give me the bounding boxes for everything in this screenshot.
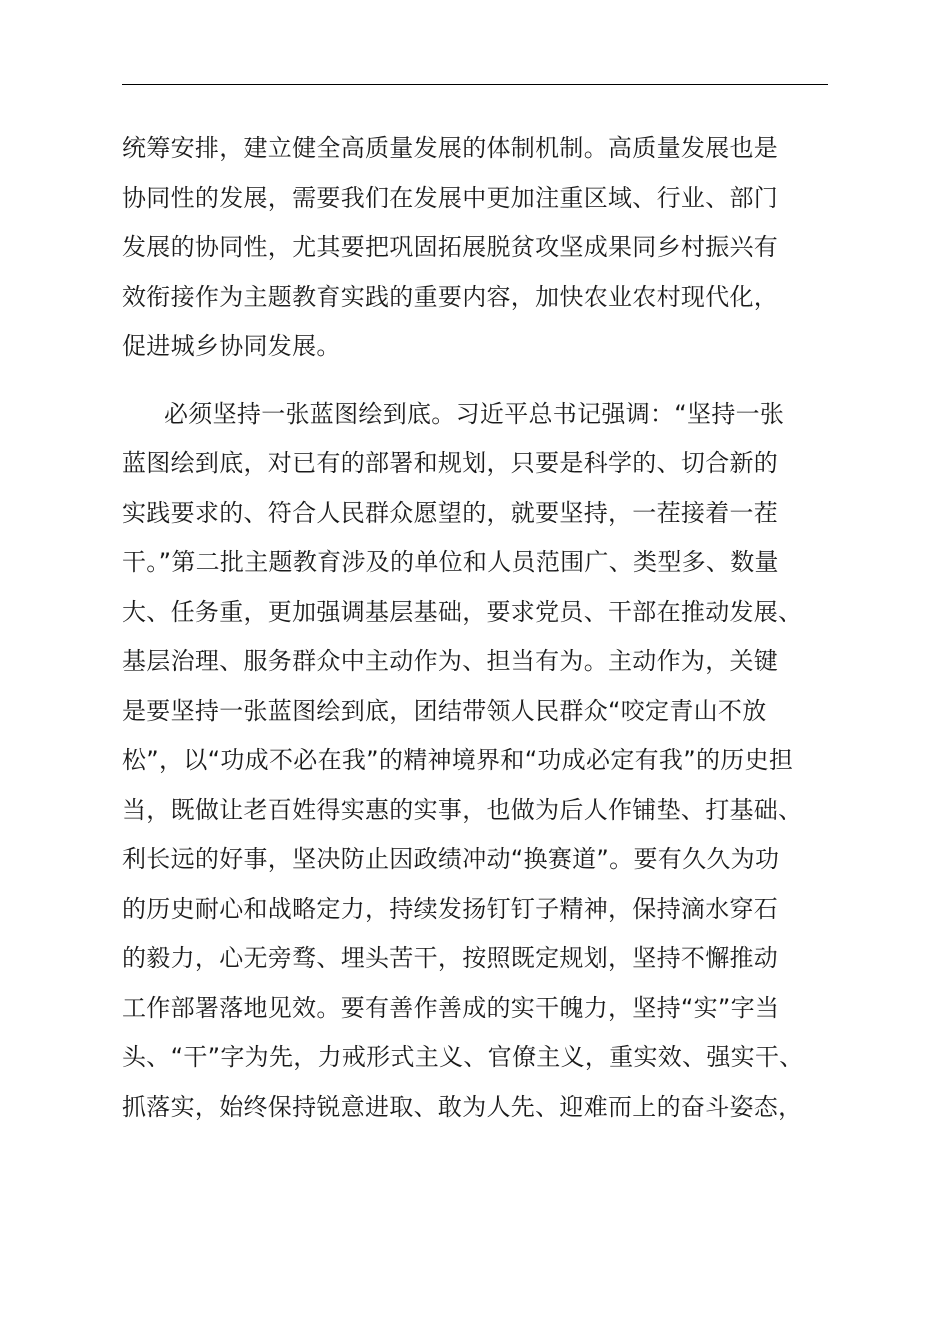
text-line: 蓝图绘到底，对已有的部署和规划，只要是科学的、切合新的 (122, 449, 779, 477)
paragraph-spacer (122, 372, 834, 390)
text-line: 利长远的好事，坚决防止因政绩冲动“换赛道”。要有久久为功 (122, 845, 780, 873)
text-line: 抓落实，始终保持锐意进取、敢为人先、迎难而上的奋斗姿态， (122, 1092, 803, 1121)
paragraph (122, 124, 834, 372)
text-line: 的历史耐心和战略定力，持续发扬钉钉子精神，保持滴水穿石 (122, 894, 779, 923)
text-line: 促进城乡协同发展。 (122, 332, 341, 360)
text-line: 统筹安排，建立健全高质量发展的体制机制。高质量发展也是 (122, 134, 779, 162)
text-line: 工作部署落地见效。要有善作善成的实干魄力，坚持“实”字当 (122, 993, 780, 1022)
text-line: 实践要求的、符合人民群众愿望的，就要坚持，一茬接着一茬 (122, 498, 779, 527)
document-body (122, 124, 834, 1132)
text-line: 效衔接作为主题教育实践的重要内容，加快农业农村现代化， (122, 282, 779, 311)
text-line: 必须坚持一张蓝图绘到底。习近平总书记强调：“坚持一张 (164, 399, 785, 428)
text-line: 基层治理、服务群众中主动作为、担当有为。主动作为，关键 (122, 647, 779, 675)
text-line: 干。”第二批主题教育涉及的单位和人员范围广、类型多、数量 (122, 548, 779, 576)
text-line: 协同性的发展，需要我们在发展中更加注重区域、行业、部门 (122, 183, 779, 212)
text-line: 当，既做让老百姓得实惠的实事，也做为后人作铺垫、打基础、 (122, 795, 803, 824)
paragraph (122, 390, 834, 1133)
text-line: 松”，以“功成不必在我”的精神境界和“功成必定有我”的历史担 (122, 746, 794, 774)
header-rule (122, 84, 828, 85)
text-line: 的毅力，心无旁骛、埋头苦干，按照既定规划，坚持不懈推动 (122, 944, 779, 972)
text-line: 发展的协同性，尤其要把巩固拓展脱贫攻坚成果同乡村振兴有 (122, 233, 779, 261)
text-line: 头、“干”字为先，力戒形式主义、官僚主义，重实效、强实干、 (122, 1043, 804, 1071)
text-line: 是要坚持一张蓝图绘到底，团结带领人民群众“咬定青山不放 (122, 696, 767, 725)
text-line: 大、任务重，更加强调基层基础，要求党员、干部在推动发展、 (122, 597, 803, 626)
